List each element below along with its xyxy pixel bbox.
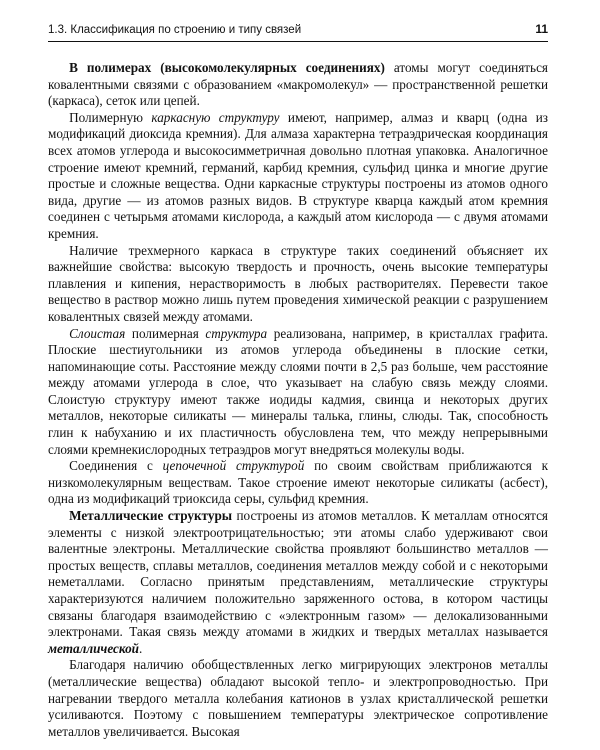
page-body [48, 60, 548, 740]
paragraph-chain-structure: Соединения с цепочечной структурой по своим свойствам приближаются к низкомолекулярным веществам. Такое строение имеют некоторые силикаты (асбест), одна из модификаций триоксида серы, сульфид кремния. [48, 458, 548, 507]
term-chain-structure: цепочечной структурой [162, 458, 305, 474]
paragraph-framework-structure: Полимерную каркасную структуру имеют, например, алмаз и кварц (одна из модификаций диоксида кремния). Для алмаза характерна тетраэдрическая координация всех атомов углерода и высокосимметричная довольно плотная упаковка. Аналогичное строение имеют кремний, германий, карбид кремния, сульфид цинка и многие другие простые и сложные вещества. Одни каркасные структуры построены из атомов одного вида, другие — из атомов разных видов. В структуре кварца каждый атом кремния соединен с четырьмя атомами кислорода, а каждый атом кислорода — с двумя атомами кремния. [48, 109, 548, 241]
term-metallic-bond: металлической [48, 640, 139, 656]
term-metallic-structures: Металлические структуры [69, 508, 233, 524]
paragraph-metal-conductivity: Благодаря наличию обобществленных легко мигрирующих электронов металлы (металлические вещества) обладают высокой тепло- и электропроводностью. При нагревании твердого металла колебания катионов в узлах кристаллической решетки усиливаются. Поэтому с повышением температуры электрическое сопротивление металлов увеличивается. Высокая [48, 657, 548, 739]
header-rule [48, 41, 548, 42]
term-framework-structure: каркасную структуру [151, 109, 280, 125]
running-header [48, 22, 548, 36]
term-structure: структура [205, 325, 268, 341]
paragraph-framework-properties: Наличие трехмерного каркаса в структуре таких соединений объясняет их важнейшие свойства: высокую твердость и прочность, очень высокие температуры плавления и кипения, нерастворимость в любых растворителях. Перевести такое вещество в раствор можно лишь путем проведения химической реакции с разрушением ковалентных связей между атомами. [48, 242, 548, 324]
paragraph-layered-structure: Слоистая полимерная структура реализована, например, в кристаллах графита. Плоские шестиугольники из атомов углерода объединены в плоские сетки, напоминающие соты. Расстояние между слоями почти в 2,5 раз больше, чем расстояние между атомами углерода в слое, что указывает на слабую связь между слоями. Слоистую структуру имеют также иодиды кадмия, свинца и некоторых других металлов, некоторые силикаты — минералы талька, глины, слюды. Так, способность глин к набуханию и их пластичность обусловлена тем, что между непрерывными слоями кремнекислородных тетраэдров могут внедряться молекулы воды. [48, 325, 548, 457]
term-polymers: В полимерах (высокомолекулярных соединениях) [69, 60, 385, 75]
term-layered: Слоистая [69, 325, 126, 341]
page-number: 11 [535, 22, 548, 36]
paragraph-metallic-structures: Металлические структуры построены из атомов металлов. К металлам относятся элементы с низкой электроотрицательностью; эти атомы слабо удерживают свои валентные электроны. Металлические свойства проявляют большинство металлов — простых веществ, сплавы металлов, соединения металлов между собой и с некоторыми неметаллами. Согласно принятым представлениям, металлические структуры характеризуются наличием положительно заряженного остова, в котором частицы связаны благодаря взаимодействию с «электронным газом» — делокализованными электронами. Такая связь между атомами в жидких и твердых металлах называется металлической. [48, 508, 549, 656]
paragraph-polymers: В полимерах (высокомолекулярных соединениях) атомы могут соединяться ковалентными связями с образованием «макромолекул» — пространственной решетки (каркаса), сеток или цепей. [48, 60, 548, 109]
section-title: 1.3. Классификация по строению и типу связей [48, 24, 302, 36]
